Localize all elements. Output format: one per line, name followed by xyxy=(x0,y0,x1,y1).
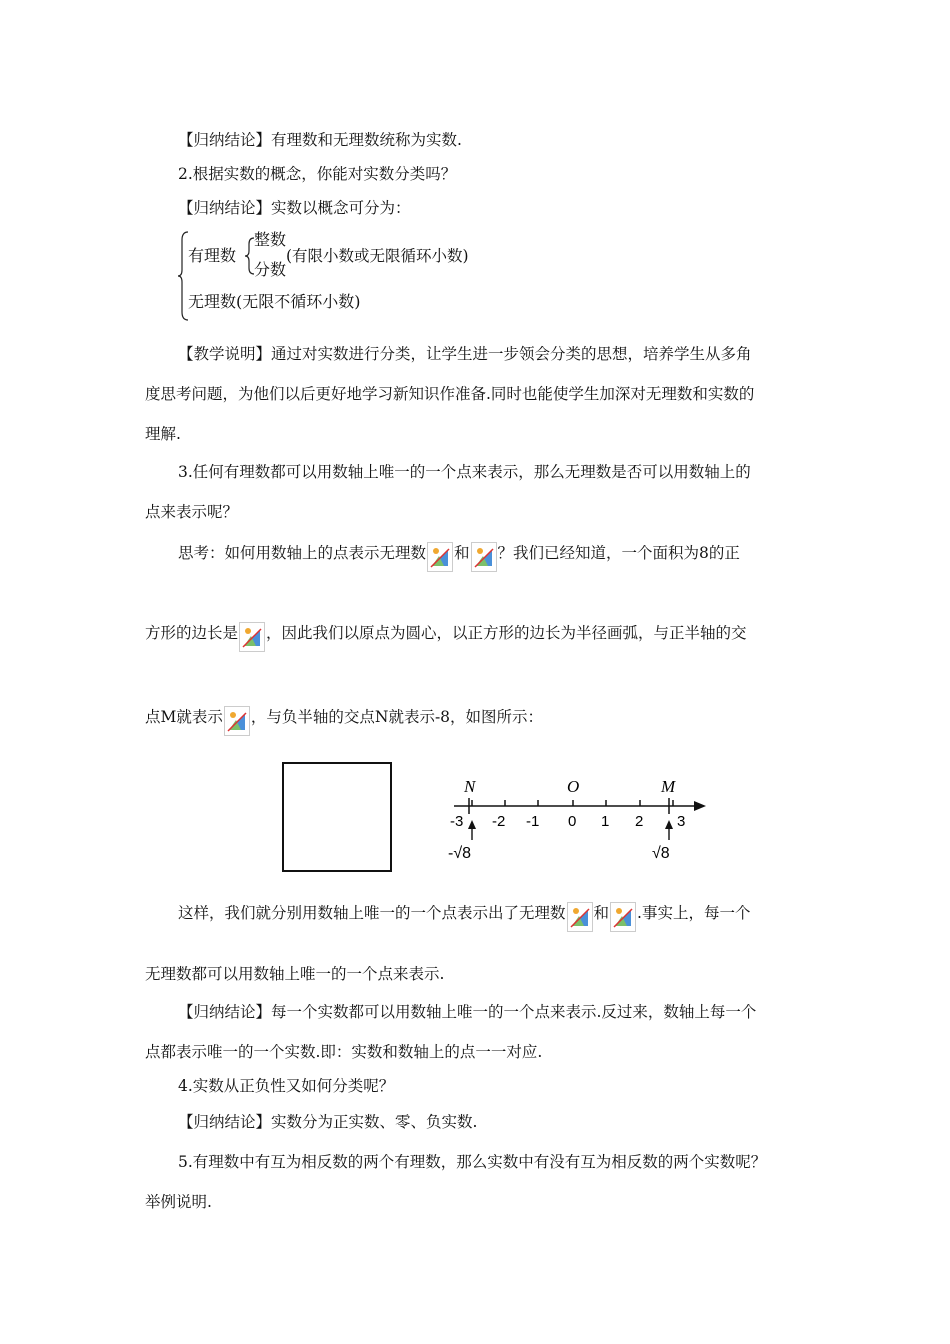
teaching-note-line-2: 度思考问题，为他们以后更好地学习新知识作准备.同时也能使学生加深对无理数和实数的 xyxy=(145,385,755,403)
question-5-line-1: 5.有理数中有互为相反数的两个有理数，那么实数中有没有互为相反数的两个实数呢？ xyxy=(178,1153,767,1171)
irrational-label: 无理数(无限不循环小数) xyxy=(188,292,361,311)
so-text-c: .事实上，每一个 xyxy=(637,904,751,922)
classification-diagram xyxy=(178,226,578,326)
question-4: 4.实数从正负性又如何分类呢？ xyxy=(178,1077,395,1095)
question-3-line-2: 点来表示呢？ xyxy=(145,503,239,521)
tick-label: 3 xyxy=(677,813,686,830)
teaching-note-line-1: 【教学说明】通过对实数进行分类，让学生进一步领会分类的思想，培养学生从多角 xyxy=(178,345,752,363)
tick-label: -1 xyxy=(526,813,540,830)
tick-label: -2 xyxy=(492,813,506,830)
think-text-f: 点M就表示 xyxy=(145,708,223,726)
number-line-figure xyxy=(440,770,710,870)
broken-image-icon xyxy=(427,542,453,572)
broken-image-icon xyxy=(610,902,636,932)
tick-label: 2 xyxy=(635,813,644,830)
think-text-g: ，与负半轴的交点N就表示-8，如图所示： xyxy=(250,708,544,726)
square-figure xyxy=(282,762,392,872)
think-text-c: ？我们已经知道，一个面积为8的正 xyxy=(497,544,740,562)
conclusion-2-line-1: 【归纳结论】每一个实数都可以用数轴上唯一的一个点来表示.反过来，数轴上每一个 xyxy=(178,1003,757,1021)
conclusion-3: 【归纳结论】实数分为正实数、零、负实数. xyxy=(178,1113,478,1131)
rational-label: 有理数 xyxy=(188,246,237,265)
finite-decimal-note: (有限小数或无限循环小数) xyxy=(286,247,469,265)
broken-image-icon xyxy=(239,622,265,652)
conclusion-2-line-2: 点都表示唯一的一个实数.即：实数和数轴上的点一一对应. xyxy=(145,1043,543,1061)
think-paragraph-line-1 xyxy=(178,542,740,572)
think-paragraph-line-3 xyxy=(145,706,543,736)
so-paragraph-line-2: 无理数都可以用数轴上唯一的一个点来表示. xyxy=(145,965,445,983)
think-text-b: 和 xyxy=(454,544,470,562)
conclusion-classification-intro: 【归纳结论】实数以概念可分为： xyxy=(178,199,411,217)
tick-label: 0 xyxy=(568,813,577,830)
broken-image-icon xyxy=(471,542,497,572)
question-2: 2.根据实数的概念，你能对实数分类吗？ xyxy=(178,165,457,183)
point-label-n: N xyxy=(464,777,476,796)
think-text-d: 方形的边长是 xyxy=(145,624,239,642)
integer-label: 整数 xyxy=(254,230,287,249)
think-text-a: 思考：如何用数轴上的点表示无理数 xyxy=(178,544,427,562)
point-label-o: O xyxy=(567,777,580,796)
so-paragraph-line-1 xyxy=(178,902,750,932)
number-line-svg xyxy=(440,770,710,870)
neg-sqrt8-label: -√8 xyxy=(448,845,472,862)
broken-image-icon xyxy=(224,706,250,736)
broken-image-icon xyxy=(567,902,593,932)
question-3-line-1: 3.任何有理数都可以用数轴上唯一的一个点来表示，那么无理数是否可以用数轴上的 xyxy=(178,463,751,481)
so-text-b: 和 xyxy=(593,904,610,922)
pos-sqrt8-label: √8 xyxy=(652,845,670,862)
think-text-e: ，因此我们以原点为圆心，以正方形的边长为半径画弧，与正半轴的交 xyxy=(266,624,747,642)
conclusion-real-numbers: 【归纳结论】有理数和无理数统称为实数. xyxy=(178,131,462,149)
fraction-label: 分数 xyxy=(254,260,287,279)
question-5-line-2: 举例说明. xyxy=(145,1193,212,1211)
tick-label: 1 xyxy=(601,813,610,830)
teaching-note-line-3: 理解. xyxy=(145,425,181,443)
so-text-a: 这样，我们就分别用数轴上唯一的一个点表示出了无理数 xyxy=(178,904,566,922)
point-label-m: M xyxy=(661,777,676,796)
tick-label: -3 xyxy=(450,813,464,830)
think-paragraph-line-2 xyxy=(145,622,747,652)
